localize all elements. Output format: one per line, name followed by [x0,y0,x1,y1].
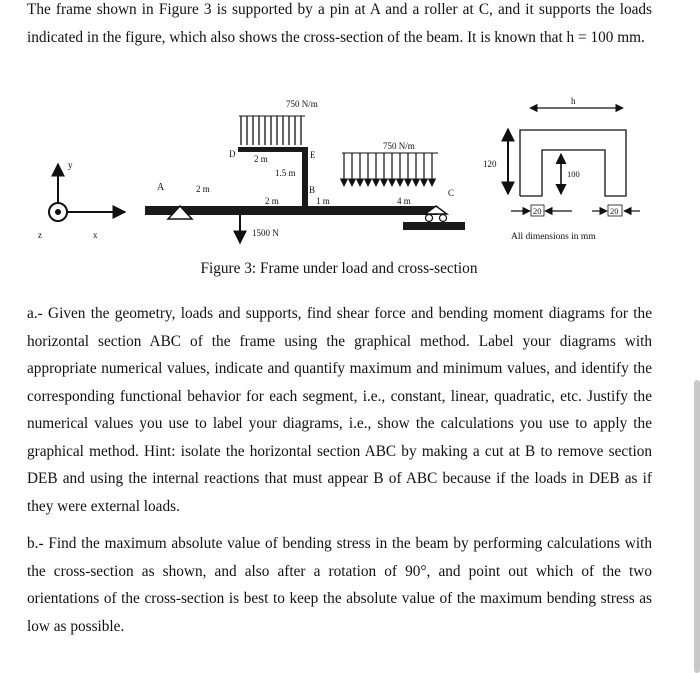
upper-load-label: 750 N/m [286,99,318,109]
point-d-label: D [229,149,236,159]
intro-paragraph: The frame shown in Figure 3 is supported by a pin at A and a roller at C, and it supports the loads indicated in the figure, which also shows the cross-section of the beam. It is known that h = 100 mm. [27,1,652,46]
axis-y-label: y [68,160,73,170]
figure-3 [0,70,680,255]
scrollbar[interactable] [694,380,700,673]
section-height-label: 120 [483,159,497,169]
dim-b-c: 4 m [397,196,411,206]
dim-a-b: 2 m [196,184,210,194]
figure-caption: Figure 3: Frame under load and cross-section [200,260,478,277]
lower-distributed-load [342,141,438,186]
dim-b-offset: 1 m [316,196,330,206]
point-load-label: 1500 N [252,228,279,238]
units-note: All dimensions in mm [511,232,596,242]
upper-distributed-load [239,99,318,145]
point-a-label: A [157,182,165,193]
column-eb [302,147,308,209]
point-c-label: C [448,188,455,198]
lower-load-label: 750 N/m [383,141,415,151]
beam-abc [145,206,438,215]
axis-x-label: x [93,230,98,240]
axis-z-label: z [38,230,42,240]
point-load [240,215,279,243]
section-h-label: h [571,96,576,106]
dim-under-beam: 2 m [265,196,279,206]
cross-section [483,96,640,242]
part-a-paragraph: a.- Given the geometry, loads and supports, find shear force and bending moment diagrams for the horizontal section ABC of the frame using the graphical method. Label your diagrams with appropriate numerical values, indicate and quantify maximum and minimum values, and identify the corresponding functional behavior for each segment, i.e., constant, linear, quadratic, etc. Justify the numerical values you use to label your diagrams, i.e., show the calculations you use to apply the graphical method. Hint: isolate the horizontal section ABC by making a cut at B to remove section DEB and using the internal reactions that must appear B of ABC because if the loads in DEB as if they were external loads. [27,305,652,515]
frame [145,147,465,230]
member-de [238,147,308,152]
part-b-paragraph: b.- Find the maximum absolute value of bending stress in the beam by performing calculations with the cross-section as shown, and also after a rotation of 90°, and point out which of the two orientations of the cross-section is best to keep the absolute value of the maximum bending stress as low as possible. [27,535,652,635]
flange-right-label: 20 [610,206,619,216]
point-e-label: E [310,150,316,160]
point-b-label: B [309,185,316,195]
flange-left-label: 20 [533,206,542,216]
dim-e-height: 1.5 m [275,168,296,178]
coordinate-axes [38,160,125,240]
section-inner-label: 100 [567,169,580,179]
dim-d-e: 2 m [254,154,268,164]
